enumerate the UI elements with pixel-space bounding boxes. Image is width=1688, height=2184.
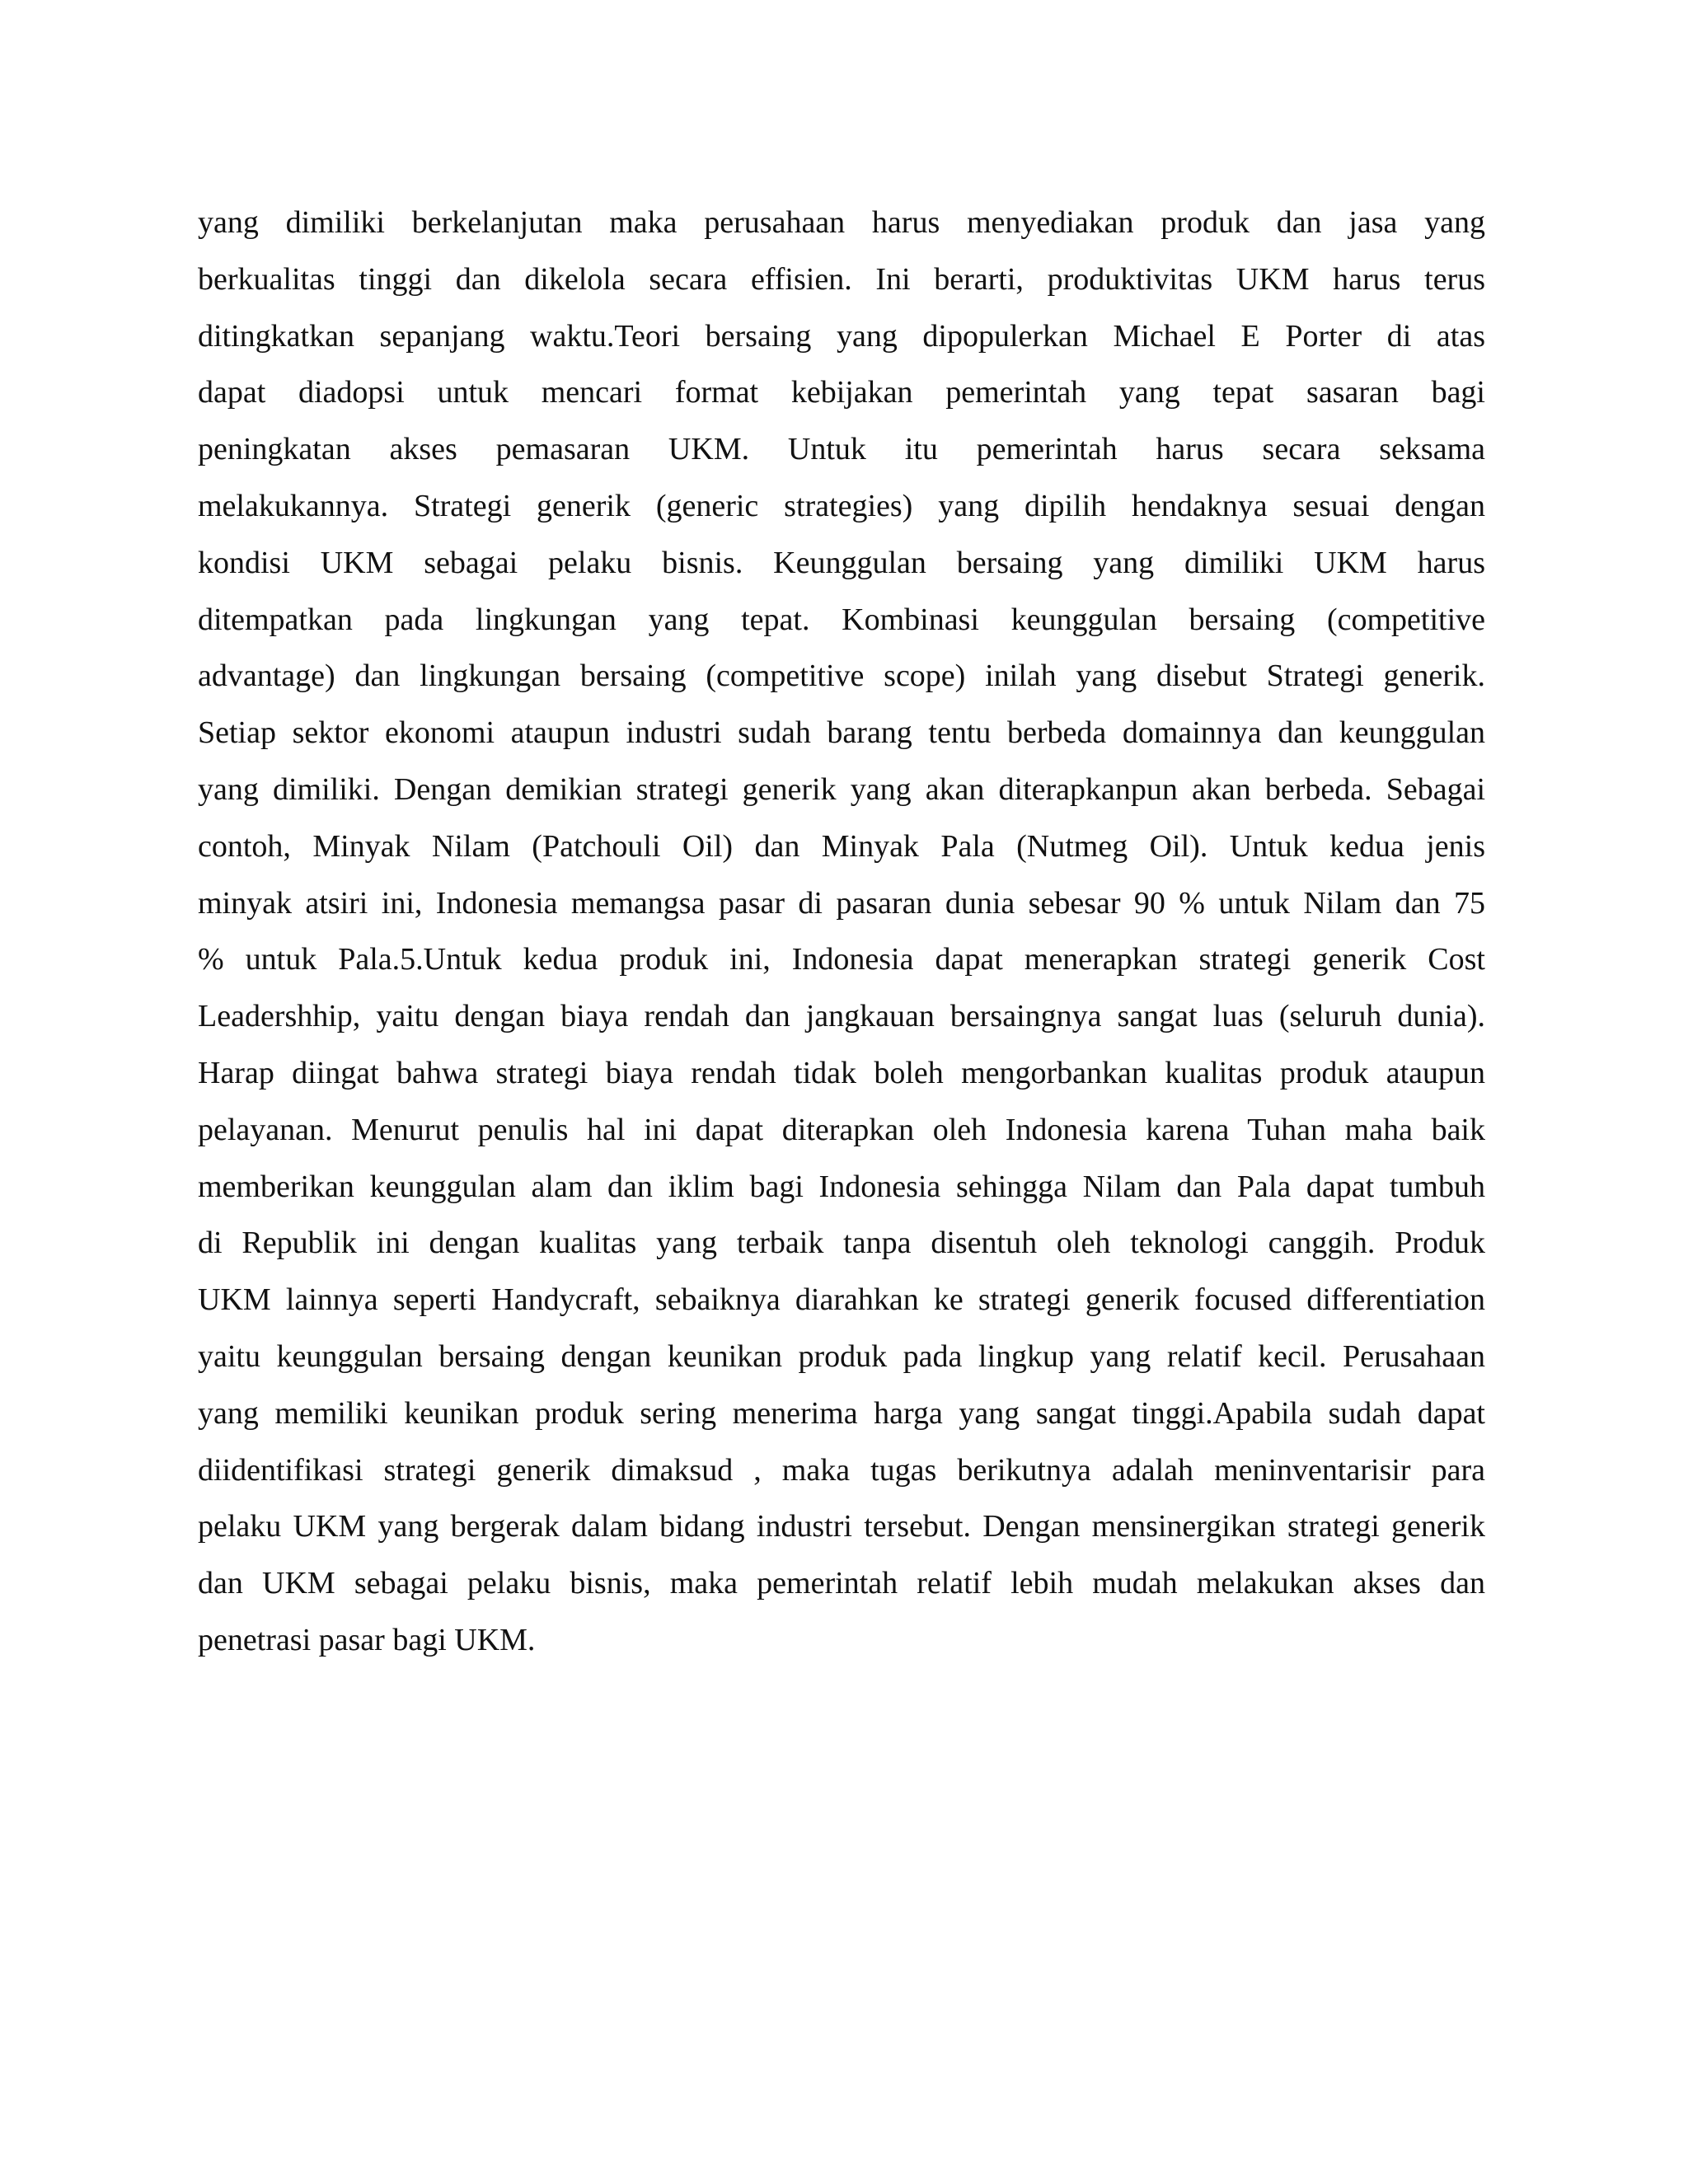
body-paragraph <box>198 194 1485 1669</box>
text-line: Leadershhip, yaitu dengan biaya rendah dan jangkauan bersaingnya sangat luas (seluruh dunia). <box>198 999 1485 1034</box>
text-line: yang memiliki keunikan produk sering menerima harga yang sangat tinggi.Apabila sudah dapat <box>198 1395 1485 1431</box>
text-line: melakukannya. Strategi generik (generic strategies) yang dipilih hendaknya sesuai dengan <box>198 488 1485 523</box>
text-line: yaitu keunggulan bersaing dengan keunikan produk pada lingkup yang relatif kecil. Perusahaan <box>198 1338 1485 1374</box>
text-line: di Republik ini dengan kualitas yang terbaik tanpa disentuh oleh teknologi canggih. Produk <box>198 1226 1485 1261</box>
text-line: dan UKM sebagai pelaku bisnis, maka pemerintah relatif lebih mudah melakukan akses dan <box>198 1566 1485 1601</box>
text-line: memberikan keunggulan alam dan iklim bagi Indonesia sehingga Nilam dan Pala dapat tumbuh <box>198 1169 1485 1204</box>
text-line: diidentifikasi strategi generik dimaksud , maka tugas berikutnya adalah meninventarisir para <box>198 1452 1485 1488</box>
text-line: dapat diadopsi untuk mencari format kebijakan pemerintah yang tepat sasaran bagi <box>198 375 1485 410</box>
text-line: Harap diingat bahwa strategi biaya rendah tidak boleh mengorbankan kualitas produk ataupun <box>198 1055 1485 1090</box>
text-line: ditingkatkan sepanjang waktu.Teori bersaing yang dipopulerkan Michael E Porter di atas <box>198 318 1485 354</box>
text-line: berkualitas tinggi dan dikelola secara effisien. Ini berarti, produktivitas UKM harus terus <box>198 261 1485 297</box>
text-line: pelayanan. Menurut penulis hal ini dapat diterapkan oleh Indonesia karena Tuhan maha baik <box>198 1112 1485 1147</box>
text-line: minyak atsiri ini, Indonesia memangsa pasar di pasaran dunia sebesar 90 % untuk Nilam dan 75 <box>198 885 1485 921</box>
text-line: yang dimiliki berkelanjutan maka perusahaan harus menyediakan produk dan jasa yang <box>198 205 1485 240</box>
text-line: contoh, Minyak Nilam (Patchouli Oil) dan Minyak Pala (Nutmeg Oil). Untuk kedua jenis <box>198 828 1485 864</box>
text-line: pelaku UKM yang bergerak dalam bidang industri tersebut. Dengan mensinergikan strategi generik <box>198 1509 1485 1544</box>
text-line: ditempatkan pada lingkungan yang tepat. Kombinasi keunggulan bersaing (competitive <box>198 602 1485 637</box>
text-line: advantage) dan lingkungan bersaing (competitive scope) inilah yang disebut Strategi generik. <box>198 658 1485 694</box>
text-line: UKM lainnya seperti Handycraft, sebaiknya diarahkan ke strategi generik focused differentiation <box>198 1282 1485 1318</box>
text-line: Setiap sektor ekonomi ataupun industri sudah barang tentu berbeda domainnya dan keunggulan <box>198 715 1485 751</box>
text-line: kondisi UKM sebagai pelaku bisnis. Keunggulan bersaing yang dimiliki UKM harus <box>198 545 1485 580</box>
text-line: % untuk Pala.5.Untuk kedua produk ini, Indonesia dapat menerapkan strategi generik Cost <box>198 942 1485 977</box>
text-line: peningkatan akses pemasaran UKM. Untuk itu pemerintah harus secara seksama <box>198 432 1485 467</box>
text-line: penetrasi pasar bagi UKM. <box>198 1622 536 1657</box>
text-line: yang dimiliki. Dengan demikian strategi generik yang akan diterapkanpun akan berbeda. Sebagai <box>198 771 1485 807</box>
